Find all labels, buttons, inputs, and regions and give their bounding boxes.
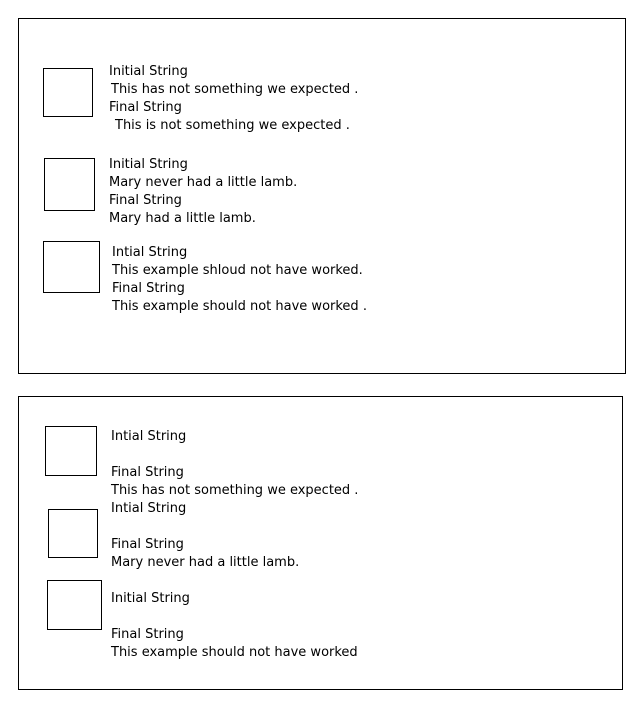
top-2-initial-text: Mary never had a little lamb. xyxy=(109,175,298,190)
top-3-initial-label: Intial String xyxy=(112,245,188,260)
bottom-2-final-text: Mary never had a little lamb. xyxy=(111,555,300,570)
top-2-final-text: Mary had a little lamb. xyxy=(109,211,256,226)
bottom-1-final-text: This has not something we expected . xyxy=(111,483,359,498)
bottom-3-final-label: Final String xyxy=(111,627,184,642)
top-1-final-label: Final String xyxy=(109,100,182,115)
top-3-initial-text: This example shloud not have worked. xyxy=(112,263,363,278)
checkbox-top-3[interactable] xyxy=(43,241,100,293)
top-1-final-text: This is not something we expected . xyxy=(115,118,350,133)
bottom-3-final-text: This example should not have worked xyxy=(111,645,358,660)
bottom-2-initial-label: Intial String xyxy=(111,501,187,516)
checkbox-top-2[interactable] xyxy=(44,158,95,211)
top-2-final-label: Final String xyxy=(109,193,182,208)
checkbox-bottom-1[interactable] xyxy=(45,426,97,476)
bottom-2-final-label: Final String xyxy=(111,537,184,552)
checkbox-bottom-2[interactable] xyxy=(48,509,98,558)
bottom-1-final-label: Final String xyxy=(111,465,184,480)
top-1-initial-label: Initial String xyxy=(109,64,188,79)
top-1-initial-text: This has not something we expected . xyxy=(111,82,359,97)
bottom-3-initial-label: Initial String xyxy=(111,591,190,606)
checkbox-top-1[interactable] xyxy=(43,68,93,117)
top-3-final-text: This example should not have worked . xyxy=(112,299,367,314)
checkbox-bottom-3[interactable] xyxy=(47,580,102,630)
bottom-1-initial-label: Intial String xyxy=(111,429,187,444)
top-3-final-label: Final String xyxy=(112,281,185,296)
top-2-initial-label: Initial String xyxy=(109,157,188,172)
